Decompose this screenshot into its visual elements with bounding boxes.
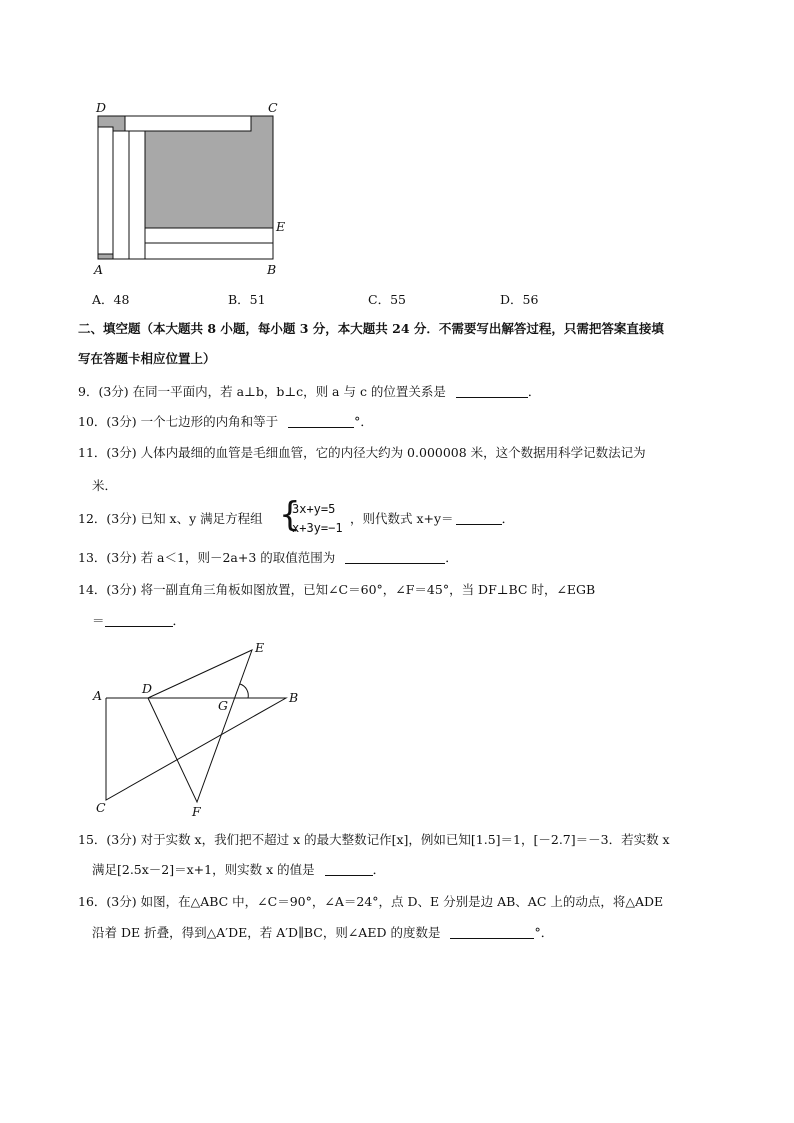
question-12-tail — [350, 511, 514, 527]
q16-line2-text: 沿着 DE 折叠，得到△A′DE，若 A′D∥BC，则∠AED 的度数是 — [92, 925, 441, 940]
label-D2: D — [142, 681, 153, 696]
q12-system-brace: { — [279, 495, 301, 535]
q14-answer-blank[interactable] — [105, 614, 173, 627]
figure-rectangles — [88, 98, 298, 278]
option-c: C．55 — [368, 292, 406, 307]
option-b: B．51 — [228, 292, 266, 307]
strip-bottom-2 — [145, 243, 273, 259]
label-F: F — [192, 804, 201, 819]
q9-suffix: ． — [527, 384, 541, 399]
q12-eq2: x+3y=−1 — [292, 521, 343, 535]
section2-heading-line2: 写在答题卡相应位置上） — [78, 351, 216, 366]
q14-line2-prefix: ＝ — [92, 613, 105, 628]
question-15-line2 — [92, 862, 385, 878]
q13-text: 13．(3分) 若 a＜1，则－2a+3 的取值范围为 — [78, 550, 336, 565]
label-A2: A — [93, 688, 103, 703]
label-C: C — [268, 100, 278, 115]
question-14-line2 — [92, 613, 185, 629]
question-15-line1: 15．(3分) 对于实数 x，我们把不超过 x 的最大整数记作[x]，例如已知[1.5]＝1，[－2.7]＝－3．若实数 x — [78, 832, 670, 847]
label-G: G — [218, 698, 228, 713]
question-11-line1: 11．(3分) 人体内最细的血管是毛细血管，它的内径大约为 0.000008 米，这个数据用科学记数法记为 — [78, 445, 646, 460]
q9-answer-blank[interactable] — [456, 385, 528, 398]
q13-suffix: ． — [445, 550, 458, 565]
question-11-line2: 米． — [92, 478, 118, 493]
q16-answer-blank[interactable] — [450, 926, 534, 939]
question-14-line1: 14．(3分) 将一副直角三角板如图放置，已知∠C＝60°，∠F＝45°，当 DF⊥BC 时，∠EGB — [78, 582, 596, 597]
q15-answer-blank[interactable] — [325, 863, 373, 876]
strip-top — [125, 116, 251, 131]
label-C2: C — [96, 800, 106, 815]
q9-text: 9．(3分) 在同一平面内，若 a⊥b，b⊥c，则 a 与 c 的位置关系是 — [78, 384, 446, 399]
question-12 — [78, 511, 263, 527]
question-9 — [78, 384, 540, 400]
strip-bottom-1 — [145, 228, 273, 243]
triangle-abc — [106, 698, 286, 800]
q16-suffix: °． — [534, 925, 554, 940]
q13-answer-blank[interactable] — [345, 551, 445, 564]
strip-left-2 — [113, 131, 129, 259]
strip-left-1 — [98, 127, 113, 254]
label-E2: E — [255, 640, 265, 655]
q12-eq1: 3x+y=5 — [292, 502, 336, 516]
option-d: D．56 — [500, 292, 539, 307]
q10-answer-blank[interactable] — [288, 415, 354, 428]
question-16-line1: 16．(3分) 如图，在△ABC 中，∠C＝90°，∠A＝24°，点 D、E 分别是边 AB、AC 上的动点，将△ADE — [78, 894, 664, 909]
angle-arc-egb — [240, 684, 248, 698]
q12-answer-blank[interactable] — [456, 512, 502, 525]
q12-text: 12．(3分) 已知 x、y 满足方程组 — [78, 511, 263, 526]
label-A: A — [94, 262, 104, 277]
q15-line2-text: 满足[2.5x－2]＝x+1，则实数 x 的值是 — [92, 862, 315, 877]
label-D: D — [96, 100, 107, 115]
q12-middle: ，则代数式 x+y＝ — [350, 511, 454, 526]
q14-suffix: ． — [172, 613, 186, 628]
label-B2: B — [289, 690, 299, 705]
option-a: A．48 — [92, 292, 130, 307]
figure-triangles — [88, 636, 318, 821]
q15-suffix: ． — [372, 862, 386, 877]
question-10 — [78, 414, 373, 430]
question-16-line2 — [92, 925, 553, 941]
label-E: E — [276, 219, 286, 234]
section2-heading-line1: 二、填空题（本大题共 8 小题，每小题 3 分，本大题共 24 分．不需要写出解答过程，只需把答案直接填 — [78, 321, 664, 336]
strip-left-3 — [129, 131, 145, 259]
q12-suffix: ． — [501, 511, 515, 526]
q10-suffix: °． — [354, 414, 373, 429]
question-13 — [78, 550, 458, 566]
label-B: B — [267, 262, 277, 277]
q10-text: 10．(3分) 一个七边形的内角和等于 — [78, 414, 279, 429]
